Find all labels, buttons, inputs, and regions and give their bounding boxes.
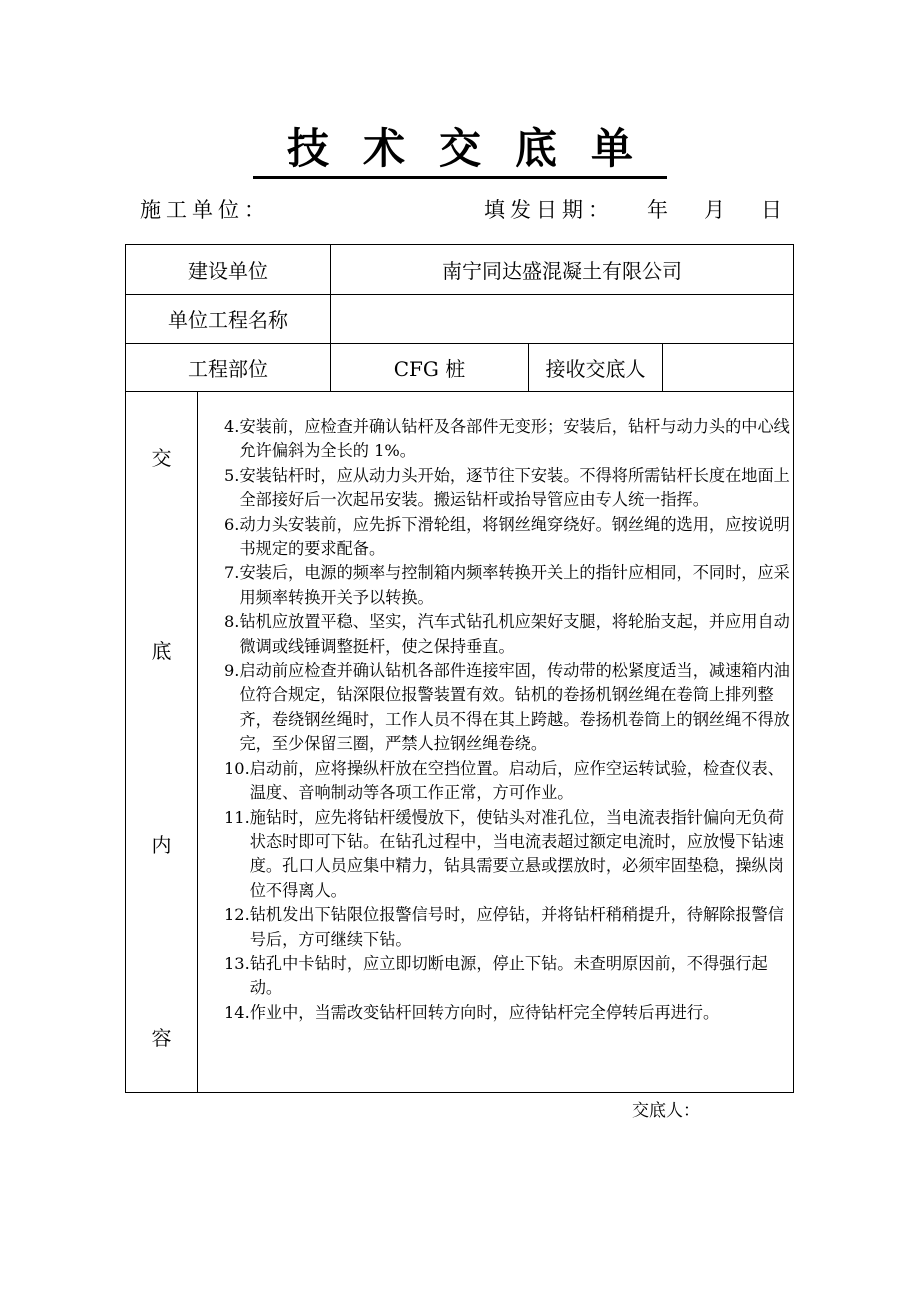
item-text: 安装钻杆时，应从动力头开始，逐节往下安装。不得将所需钻杆长度在地面上全部接好后一次起吊安装。搬运钻杆或抬导管应由专人统一指挥。 bbox=[239, 465, 790, 510]
list-item bbox=[224, 806, 792, 904]
item-text: 安装前，应检查并确认钻杆及各部件无变形；安装后，钻杆与动力头的中心线允许偏斜为全长的 1%。 bbox=[239, 417, 790, 461]
item-number: 10. bbox=[224, 758, 250, 778]
item-text: 施钻时，应先将钻杆缓慢放下，使钻头对准孔位，当电流表指针偏向无负荷状态时即可下钻。在钻孔过程中，当电流表超过额定电流时，应放慢下钻速度。孔口人员应集中精力，钻具需要立悬或摆放时，必须牢固垫稳，操纵岗位不得离人。 bbox=[249, 807, 784, 900]
item-text: 安装后，电源的频率与控制箱内频率转换开关上的指针应相同，不同时，应采用频率转换开关予以转换。 bbox=[239, 563, 790, 607]
owner-label: 建设单位 bbox=[188, 259, 268, 283]
item-text: 动力头安装前，应先拆下滑轮组，将钢丝绳穿绕好。钢丝绳的选用，应按说明书规定的要求配备。 bbox=[239, 514, 790, 559]
content-side-label: 容 bbox=[151, 1026, 172, 1050]
list-item bbox=[224, 513, 792, 562]
content-side-label: 内 bbox=[151, 833, 172, 857]
list-item bbox=[224, 610, 792, 659]
day-label: 日 bbox=[761, 198, 782, 222]
content-side-label: 交 bbox=[151, 446, 172, 470]
list-item bbox=[224, 903, 792, 952]
receiver-value bbox=[663, 343, 793, 391]
item-number: 4. bbox=[224, 417, 240, 436]
construction-unit-label: 施工单位： bbox=[140, 198, 270, 222]
project-name-label: 单位工程名称 bbox=[168, 308, 288, 332]
month-label: 月 bbox=[704, 198, 725, 222]
issue-date-label: 填发日期： bbox=[484, 198, 614, 222]
list-item bbox=[224, 659, 792, 757]
item-number: 7. bbox=[224, 563, 240, 583]
item-text: 作业中，当需改变钻杆回转方向时，应待钻杆完全停转后再进行。 bbox=[249, 1002, 720, 1022]
document-title-text: 技术交底单 bbox=[253, 122, 667, 179]
handover-content-list bbox=[224, 415, 792, 1025]
year-label: 年 bbox=[647, 198, 668, 222]
item-text: 启动前，应将操纵杆放在空挡位置。启动后，应作空运转试验，检查仪表、温度、音响制动等各项工作正常，方可作业。 bbox=[249, 758, 784, 803]
list-item bbox=[224, 464, 792, 513]
item-text: 启动前应检查并确认钻机各部件连接牢固，传动带的松紧度适当，减速箱内油位符合规定，钻深限位报警装置有效。钻机的卷扬机钢丝绳在卷筒上排列整齐，卷绕钢丝绳时，工作人员不得在其上跨越。卷扬机卷筒上的钢丝绳不得放完，至少保留三圈，严禁人拉钢丝绳卷绕。 bbox=[239, 661, 790, 754]
table-divider bbox=[126, 391, 793, 392]
document-title bbox=[0, 122, 920, 179]
item-text: 钻机发出下钻限位报警信号时，应停钻，并将钻杆稍稍提升，待解除报警信号后，方可继续下钻。 bbox=[249, 905, 784, 949]
item-number: 9. bbox=[224, 661, 240, 681]
item-number: 12. bbox=[224, 905, 250, 925]
content-side-label: 底 bbox=[151, 639, 172, 663]
item-number: 13. bbox=[224, 953, 250, 973]
work-part-value: CFG 桩 bbox=[393, 356, 466, 381]
item-text: 钻孔中卡钻时，应立即切断电源，停止下钻。未查明原因前，不得强行起动。 bbox=[249, 953, 768, 998]
list-item bbox=[224, 1001, 792, 1025]
item-number: 8. bbox=[224, 612, 240, 632]
item-number: 11. bbox=[224, 807, 250, 827]
item-text: 钻机应放置平稳、坚实，汽车式钻孔机应架好支腿，将轮胎支起，并应用自动微调或线锤调整挺杆，使之保持垂直。 bbox=[239, 612, 790, 656]
item-number: 14. bbox=[224, 1002, 250, 1022]
list-item bbox=[224, 415, 792, 464]
handover-table bbox=[125, 244, 794, 1093]
item-number: 6. bbox=[224, 514, 240, 534]
handover-signature-label: 交底人： bbox=[632, 1101, 700, 1121]
project-name-value bbox=[331, 294, 793, 343]
list-item bbox=[224, 561, 792, 610]
table-divider bbox=[197, 391, 198, 1093]
work-part-label: 工程部位 bbox=[188, 356, 268, 381]
list-item bbox=[224, 757, 792, 806]
receiver-label: 接收交底人 bbox=[545, 356, 646, 381]
list-item bbox=[224, 952, 792, 1001]
item-number: 5. bbox=[224, 465, 240, 485]
owner-value: 南宁同达盛混凝土有限公司 bbox=[442, 259, 682, 283]
